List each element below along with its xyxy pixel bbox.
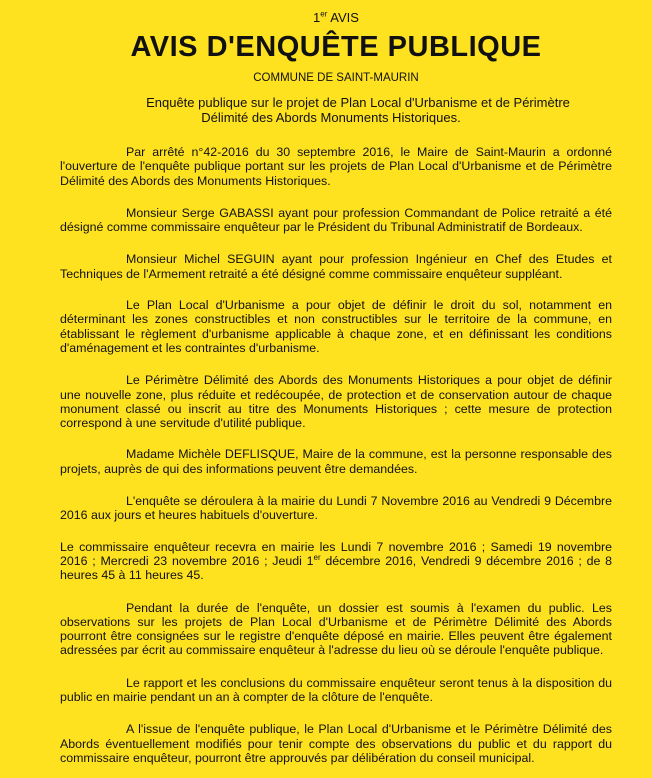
- paragraph-commissioner: Monsieur Serge GABASSI ayant pour profession Commandant de Police retraité a été désigné comme commissaire enquêteur par le Président du Tribunal Administratif de Bordeaux.: [60, 205, 612, 235]
- notice-number-digit: 1: [313, 10, 321, 25]
- paragraph-substitute-commissioner: Monsieur Michel SEGUIN ayant pour profession Ingénieur en Chef des Etudes et Techniques de l'Armement retraité a été désigné comme commissaire enquêteur suppléant.: [60, 252, 612, 281]
- paragraph-plu-purpose: Le Plan Local d'Urbanisme a pour objet de définir le droit du sol, notamment en déterminant les zones constructibles et non constructibles sur le territoire de la commune, en établissant le règlement d'urbanisme applicable à chaque zone, et en définissant les conditions d'aménagement et les contraintes d'urbanisme.: [60, 298, 612, 355]
- office-hours-text-b: décembre 2016, Vendredi 9 décembre 2016 ; de 8 heures 45 à 11 heures 45.: [60, 553, 612, 583]
- office-hours-ordinal: er: [313, 552, 321, 562]
- paragraph-responsible-person: Madame Michèle DEFLISQUE, Maire de la commune, est la personne responsable des projets, auprès de qui des informations peuvent être demandées.: [60, 447, 612, 476]
- paragraph-observations: Pendant la durée de l'enquête, un dossier est soumis à l'examen du public. Les observations sur les projets de Plan Local d'Urbanisme et de Périmètre Délimité des Abords pourront être consignées sur le registre d'enquête déposé en mairie. Elles peuvent être également adressées par écrit au commissaire enquêteur à l'adresse du lieu où se déroule l'enquête publique.: [60, 600, 612, 658]
- office-hours-text-a: Le commissaire enquêteur recevra en mairie les Lundi 7 novembre 2016 ; Samedi 19 novembre 2016 ; Mercredi 23 novembre 2016 ; Jeudi 1: [60, 539, 612, 568]
- inquiry-subject-line-2: Délimité des Abords Monuments Historiques.: [201, 110, 461, 125]
- commune-name: COMMUNE DE SAINT-MAURIN: [253, 72, 419, 84]
- paragraph-approval: A l'issue de l'enquête publique, le Plan Local d'Urbanisme et le Périmètre Délimité des Abords éventuellement modifiés pour tenir compte des observations du public et du rapport du commissaire enquêteur, pourront être approuvés par délibération du conseil municipal.: [60, 722, 612, 765]
- paragraph-office-hours: [60, 540, 612, 583]
- notice-number-suffix: er: [320, 9, 328, 19]
- paragraph-decree: Par arrêté n°42-2016 du 30 septembre 2016, le Maire de Saint-Maurin a ordonné l'ouverture de l'enquête publique portant sur les projets de Plan Local d'Urbanisme et de Périmètre Délimité des Abords des Monuments Historiques.: [60, 145, 612, 188]
- paragraph-inquiry-dates: L'enquête se déroulera à la mairie du Lundi 7 Novembre 2016 au Vendredi 9 Décembre 2016 aux jours et heures habituels d'ouverture.: [60, 494, 612, 523]
- notice-word: AVIS: [330, 10, 359, 25]
- inquiry-subject: [60, 95, 612, 125]
- inquiry-subject-line-1: Enquête publique sur le projet de Plan Local d'Urbanisme et de Périmètre: [146, 95, 570, 110]
- notice-title: AVIS D'ENQUÊTE PUBLIQUE: [130, 31, 542, 63]
- paragraph-report: Le rapport et les conclusions du commissaire enquêteur seront tenus à la disposition du public en mairie pendant un an à compter de la clôture de l'enquête.: [60, 675, 612, 705]
- paragraph-pda-purpose: Le Périmètre Délimité des Abords des Monuments Historiques a pour objet de définir une nouvelle zone, plus réduite et redécoupée, de protection et de conservation autour de chaque monument classé ou inscrit au titre des Monuments Historiques ; cette mesure de protection correspond à une servitude d'utilité publique.: [60, 373, 612, 431]
- notice-number: [60, 10, 612, 26]
